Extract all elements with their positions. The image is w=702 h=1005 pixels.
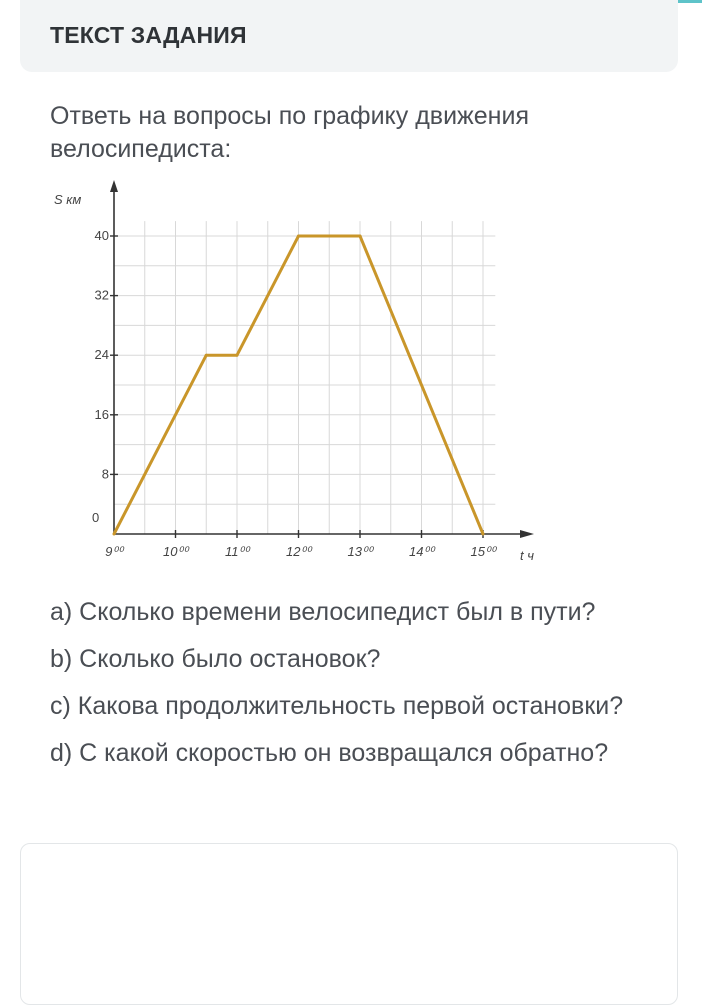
- motion-chart-svg: [48, 178, 558, 578]
- y-tick-label: 0: [92, 510, 100, 525]
- series-point: [236, 354, 239, 357]
- task-intro-text: Ответь на вопросы по графику движения велосипедиста:: [50, 102, 529, 163]
- question-b: b) Сколько было остановок?: [50, 645, 381, 673]
- question-a: a) Сколько времени велосипедист был в пути?: [50, 598, 596, 626]
- x-tick-label: 11⁰⁰: [225, 544, 249, 559]
- x-tick-label: 13⁰⁰: [347, 544, 373, 559]
- series-point: [205, 354, 208, 357]
- y-tick-label: 40: [94, 228, 109, 243]
- y-tick-label: 16: [94, 406, 109, 422]
- task-header-title: ТЕКСТ ЗАДАНИЯ: [50, 22, 247, 48]
- chart-grid: [114, 221, 495, 534]
- question-d: d) С какой скоростью он возвращался обратно?: [50, 739, 609, 767]
- x-axis-label: t ч: [520, 548, 534, 563]
- x-tick-label: 12⁰⁰: [286, 544, 311, 559]
- y-tick-label: 32: [94, 287, 109, 303]
- question-c: c) Какова продолжительность первой остановки?: [50, 692, 624, 720]
- y-tick-label: 8: [101, 466, 109, 482]
- answer-card[interactable]: [20, 843, 678, 1005]
- x-tick-label: 10⁰⁰: [163, 544, 188, 559]
- y-axis-label: S км: [54, 192, 82, 207]
- motion-chart: [48, 178, 558, 583]
- series-point: [482, 533, 485, 536]
- x-tick-label: 9⁰⁰: [105, 544, 123, 559]
- chart-axes: [110, 180, 534, 538]
- x-tick-label: 15⁰⁰: [470, 544, 496, 559]
- questions-list: [50, 596, 670, 784]
- y-axis-arrow: [110, 180, 118, 192]
- x-tick-label: 14⁰⁰: [409, 544, 434, 559]
- series-point: [113, 533, 116, 536]
- x-axis-arrow: [520, 530, 534, 538]
- task-header: [20, 0, 678, 72]
- series-point: [297, 235, 300, 238]
- series-point: [359, 235, 362, 238]
- y-tick-label: 24: [94, 347, 109, 363]
